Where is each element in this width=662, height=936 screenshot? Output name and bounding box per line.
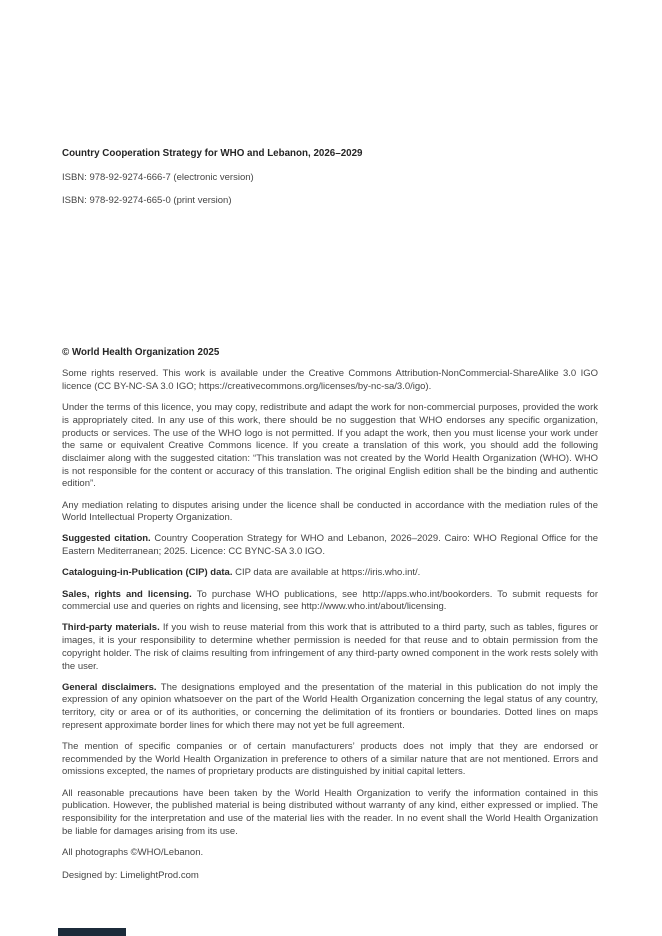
paragraph-lead: General disclaimers. (62, 681, 157, 693)
paragraph-suggested-citation (62, 533, 598, 558)
paragraph-rights-reserved (62, 368, 598, 393)
paragraph-lead: Third-party materials. (62, 622, 160, 634)
paragraph-mention-companies (62, 741, 598, 779)
paragraph-general-disclaimers (62, 682, 598, 733)
paragraph-text: Country Cooperation Strategy for WHO and Lebanon, 2026–2029. Cairo: WHO Regional Office for the Eastern Mediterranean; 2025. Licence: CC BYNC-SA 3.0 IGO. (62, 533, 599, 558)
paragraph-text: If you wish to reuse material from this work that is attributed to a third party, such as tables, figures or images, it is your responsibility to determine whether permission is needed for that reuse and to obtain permission from the copyright holder. The risk of claims resulting from infringement of any third-party owned component in the work rests solely with the user. (62, 622, 599, 672)
paragraph-lead: Cataloguing-in-Publication (CIP) data. (62, 567, 233, 579)
paragraph-mediation (62, 500, 598, 525)
document-title: Country Cooperation Strategy for WHO and Lebanon, 2026–2029 (62, 148, 363, 159)
paragraph-text: Any mediation relating to disputes arising under the licence shall be conducted in accordance with the mediation rules of the World Intellectual Property Organization. (62, 499, 598, 524)
isbn-print: ISBN: 978-92-9274-665-0 (print version) (62, 195, 232, 206)
paragraph-text: Under the terms of this licence, you may copy, redistribute and adapt the work for non-commercial purposes, provided the work is appropriately cited. In any use of this work, there should be no suggestion that WHO endorses any specific organization, products or services. The use of the WHO logo is not permitted. If you adapt the work, then you must license your work under the same or equivalent Creative Commons licence. If you create a translation of this work, you should add the following disclaimer along with the suggested citation: “This translation was not created by the World Health Organization (WHO). WHO is not responsible for the content or accuracy of this translation. The original English edition shall be the binding and authentic edition”. (62, 402, 598, 490)
footer-accent-bar (58, 928, 126, 936)
paragraph-sales-rights (62, 589, 598, 614)
paragraph-precautions (62, 788, 598, 839)
paragraph-text: The mention of specific companies or of certain manufacturers’ products does not imply that they are endorsed or recommended by the World Health Organization in preference to others of a similar nature that are not mentioned. Errors and omissions excepted, the names of proprietary products are distinguished by initial capital letters. (62, 741, 598, 778)
paragraph-text: To purchase WHO publications, see http://apps.who.int/bookorders. To submit requests for commercial use and queries on rights and licensing, see http://www.who.int/about/licensing. (62, 588, 599, 613)
paragraph-text: CIP data are available at https://iris.who.int/. (235, 567, 421, 579)
paragraph-cip-data (62, 567, 598, 580)
paragraph-third-party (62, 622, 598, 673)
design-credit: Designed by: LimelightProd.com (62, 870, 199, 882)
paragraph-lead: Suggested citation. (62, 533, 151, 545)
isbn-electronic: ISBN: 978-92-9274-666-7 (electronic version) (62, 171, 254, 183)
paragraph-text: Some rights reserved. This work is available under the Creative Commons Attribution-NonCommercial-ShareAlike 3.0 IGO licence (CC BY-NC-SA 3.0 IGO; https://creativecommons.org/licenses/by-nc-sa/3.0/igo). (62, 368, 598, 392)
copyright-heading: © World Health Organization 2025 (62, 347, 220, 358)
copyright-block (62, 347, 598, 893)
paragraph-text: The designations employed and the presentation of the material in this publication do not imply the expression of any opinion whatsoever on the part of the World Health Organization concerning the legal status of any country, territory, city or area or of its authorities, or concerning the delimitation of its frontiers or boundaries. Dotted lines on maps represent approximate border lines for which there may not yet be full agreement. (62, 681, 598, 731)
paragraph-licence-terms (62, 402, 598, 491)
paragraph-lead: Sales, rights and licensing. (62, 588, 192, 600)
photographs-credit: All photographs ©WHO/Lebanon. (62, 847, 204, 858)
title-block (62, 147, 598, 218)
paragraph-text: All reasonable precautions have been taken by the World Health Organization to verify the information contained in this publication. However, the published material is being distributed without warranty of any kind, either expressed or implied. The responsibility for the interpretation and use of the material lies with the reader. In no event shall the World Health Organization be liable for damages arising from its use. (62, 787, 598, 837)
